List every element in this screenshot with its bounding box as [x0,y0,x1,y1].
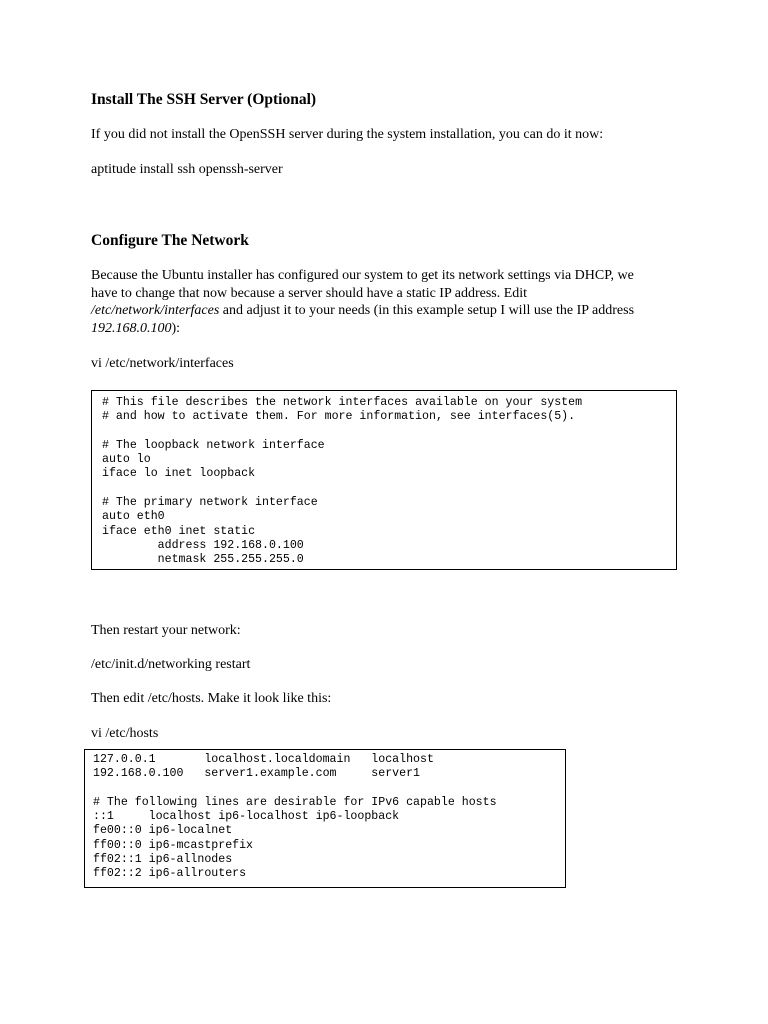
edit-hosts-command: vi /etc/hosts [91,726,159,741]
interfaces-file-line [102,482,666,496]
interfaces-file-line: iface eth0 inet static [102,524,256,538]
hosts-file-line: ::1 localhost ip6-localhost ip6-loopback [93,810,400,824]
hosts-file-line: fe00::0 ip6-localnet [93,824,233,838]
hosts-file-line: # The following lines are desirable for IPv6 capable hosts [93,795,497,809]
network-paragraph [91,267,634,337]
interfaces-file-line: # and how to activate them. For more information, see interfaces(5). [102,410,576,424]
interfaces-file-line: auto lo [102,453,151,467]
interfaces-file-line: # This file describes the network interfaces available on your system [102,396,583,409]
hosts-file-line [93,782,557,796]
network-paragraph-line3: and adjust it to your needs (in this example setup I will use the IP address [219,303,635,318]
hosts-file-box [84,749,566,888]
interfaces-file-line: iface lo inet loopback [102,467,256,481]
network-paragraph-line2: have to change that now because a server should have a static IP address. Edit [91,285,528,301]
hosts-file-line: 127.0.0.1 localhost.localdomain localhost [93,753,434,766]
interfaces-file-box [91,390,677,570]
network-section-heading: Configure The Network [91,232,249,249]
restart-command: /etc/init.d/networking restart [91,657,251,672]
network-paragraph-line1: Because the Ubuntu installer has configured our system to get its network settings via DHCP, we [91,268,634,283]
restart-intro-text: Then restart your network: [91,623,241,638]
ssh-intro-text: If you did not install the OpenSSH server during the system installation, you can do it now: [91,127,604,142]
ip-address-example: 192.168.0.100 [91,320,172,336]
interfaces-file-line: # The primary network interface [102,496,318,510]
ssh-section-heading: Install The SSH Server (Optional) [91,91,317,108]
interfaces-file-line: address 192.168.0.100 [102,538,304,552]
hosts-file-line: ff00::0 ip6-mcastprefix [93,838,254,852]
ssh-install-command: aptitude install ssh openssh-server [91,162,283,177]
interfaces-file-line: auto eth0 [102,510,165,524]
network-paragraph-line4: ): [171,320,181,336]
hosts-file-line: 192.168.0.100 server1.example.com server1 [93,767,420,781]
interfaces-path: /etc/network/interfaces [91,303,220,318]
interfaces-file-line [102,425,666,439]
interfaces-file-line: # The loopback network interface [102,438,325,452]
hosts-file-line: ff02::2 ip6-allrouters [93,867,247,881]
hosts-file-line: ff02::1 ip6-allnodes [93,853,233,867]
interfaces-file-line: netmask 255.255.255.0 [102,553,304,567]
hosts-intro-text: Then edit /etc/hosts. Make it look like this: [91,691,332,706]
edit-interfaces-command: vi /etc/network/interfaces [91,356,234,371]
